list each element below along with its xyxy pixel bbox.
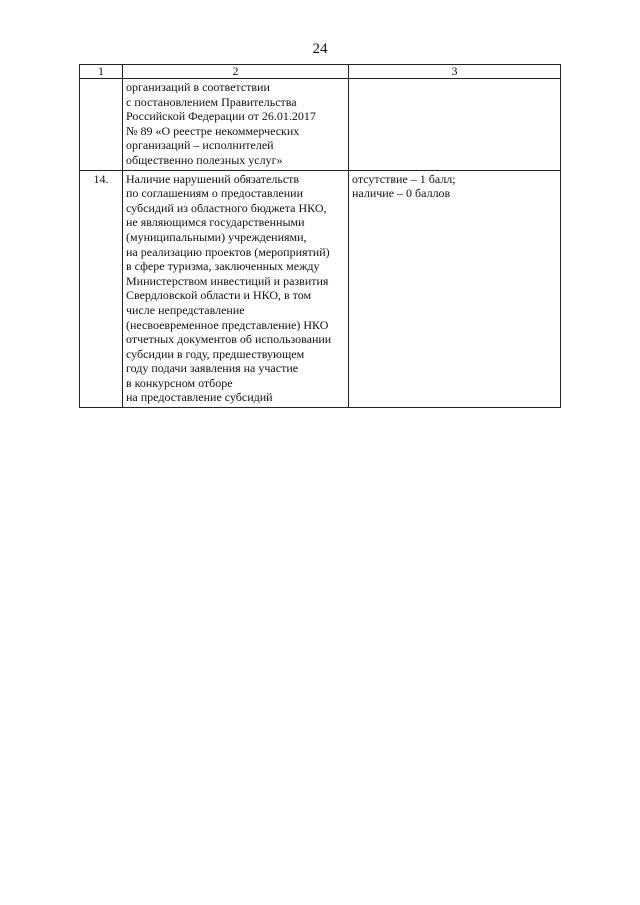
row-number bbox=[80, 79, 123, 171]
column-header-3: 3 bbox=[349, 65, 561, 79]
column-header-1: 1 bbox=[80, 65, 123, 79]
table-header-row bbox=[80, 65, 561, 79]
table-row bbox=[80, 79, 561, 171]
score-cell: отсутствие – 1 балл; наличие – 0 баллов bbox=[349, 170, 561, 408]
column-header-2: 2 bbox=[123, 65, 349, 79]
criterion-cell: Наличие нарушений обязательств по соглашениям о предоставлении субсидий из областного бюджета НКО, не являющимся государственными (муниципальными) учреждениями, на реализацию проектов (мероприятий) в сфере туризма, заключенных между Министерством инвестиций и развития Свердловской области и НКО, в том числе непредставление (несвоевременное представление) НКО отчетных документов об использовании субсидии в году, предшествующем году подачи заявления на участие в конкурсном отборе на предоставление субсидий bbox=[123, 170, 349, 408]
table-row bbox=[80, 170, 561, 408]
page-number: 24 bbox=[312, 41, 328, 57]
score-cell bbox=[349, 79, 561, 171]
criterion-cell: организаций в соответствии с постановлением Правительства Российской Федерации от 26.01.2017 № 89 «О реестре некоммерческих организаций – исполнителей общественно полезных услуг» bbox=[123, 79, 349, 171]
row-number: 14. bbox=[80, 170, 123, 408]
criteria-table bbox=[79, 64, 561, 408]
